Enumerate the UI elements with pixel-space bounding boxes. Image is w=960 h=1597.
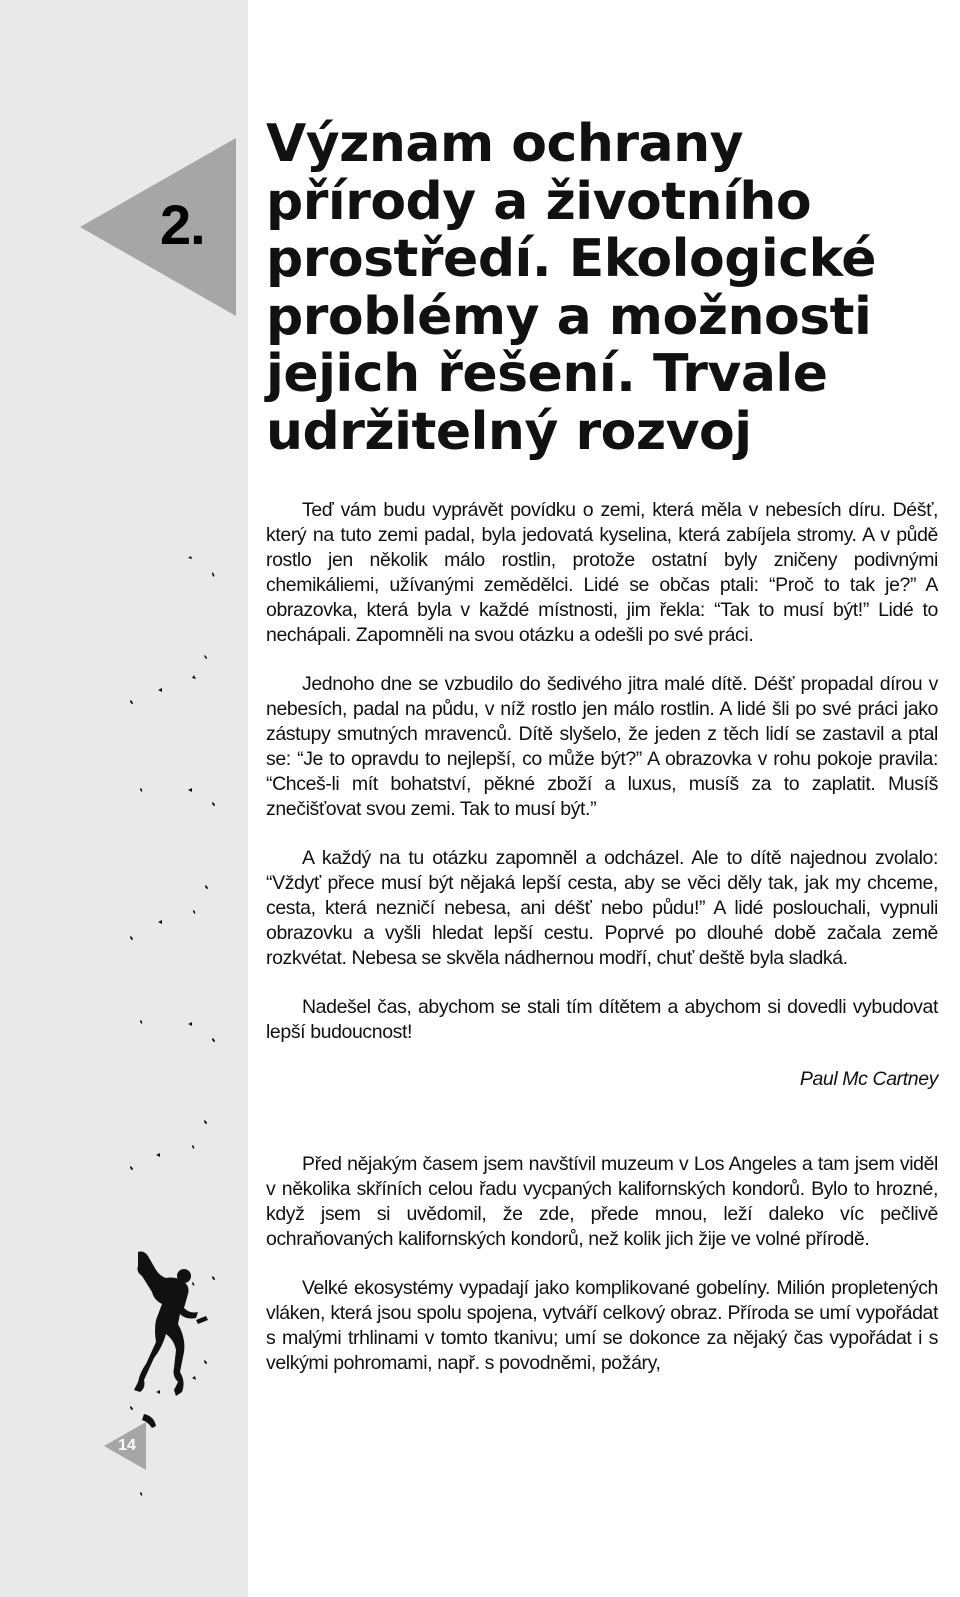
story-paragraph: A každý na tu otázku zapomněl a odcházel. Ale to dítě najednou zvolalo: “Vždyť přece musí být nějaká lepší cesta, aby se věci děly tak, jak my chceme, cesta, která nezničí nebesa, ani déšť nebo půdu!” A lidé poslouchali, vypnuli obrazovku a vyšli hledat lepší cestu. Poprvé po dlouhé době začala země rozkvétat. Nebesa se skvěla nádhernou modří, chuť deště byla sladká. — [266, 847, 938, 969]
page-title — [266, 116, 946, 461]
body-paragraph: Velké ekosystémy vypadají jako komplikované gobelíny. Milión propletených vláken, která jsou spolu spojena, vytváří celkový obraz. Příroda se umí vypořádat s malými trhlinami v tomto tkanivu; umí se dokonce za nějaký čas vypořádat i s velkými pohromami, např. s povodněmi, požáry, — [266, 1277, 938, 1374]
climber-silhouette — [134, 1252, 208, 1429]
story-paragraph: Jednoho dne se vzbudilo do šedivého jitra malé dítě. Déšť propadal dírou v nebesích, padal na půdu, v níž rostlo jen málo rostlin. A lidé šli po své práci jako zástupy smutných mravenců. Dítě slyšelo, že jeden z těch lidí se zastavil a ptal se: “Je to opravdu to nejlepší, co může být?” A obrazovka v rohu pokoje pravila: “Chceš-li mít bohatství, pěkné zboží a luxus, musíš za to zaplatit. Musíš znečišťovat svou zemi. Tak to musí být.” — [266, 673, 938, 820]
title-line: problémy a možnosti — [266, 286, 872, 347]
title-line: udržitelný rozvoj — [266, 401, 752, 462]
title-line: Význam ochrany — [266, 114, 744, 174]
story-paragraph: Teď vám budu vyprávět povídku o zemi, která měla v nebesích díru. Déšť, který na tuto zemi padal, byla jedovatá kyselina, která zabíjela stromy. A v půdě rostlo jen několik málo rostlin, protože ostatní byly zničeny podivnými chemikáliemi, užívanými zemědělci. Lidé se občas ptali: “Proč to tak je?” A obrazovka, která byla v každé místnosti, jim řekla: “Tak to musí být!” Lidé to nechápali. Zapomněli na svou otázku a odešli po své práci. — [266, 499, 938, 646]
chapter-number: 2. — [160, 193, 205, 256]
body-section — [266, 1152, 938, 1400]
sidebar — [0, 0, 248, 1597]
climber-figure-icon — [100, 540, 240, 1520]
story-paragraph: Nadešel čas, abychom se stali tím dítětem a abychom si dovedli vybudovat lepší budoucnost! — [266, 996, 938, 1043]
rock-holds — [130, 556, 215, 1496]
page-number: 14 — [118, 1437, 136, 1454]
author-signature: Paul Mc Cartney — [799, 1068, 938, 1090]
title-line: prostředí. Ekologické — [266, 229, 877, 289]
title-line: jejich řešení. Trvale — [266, 344, 828, 404]
story-section — [266, 498, 938, 1092]
title-line: přírody a životního — [266, 171, 812, 232]
body-paragraph: Před nějakým časem jsem navštívil muzeum v Los Angeles a tam jsem viděl v několika skříních celou řadu vycpaných kalifornských kondorů. Bylo to hrozné, když jsem si uvědomil, že zde, přede mnou, leží daleko víc pečlivě ochraňovaných kalifornských kondorů, než kolik jich žije ve volné přírodě. — [266, 1153, 938, 1250]
